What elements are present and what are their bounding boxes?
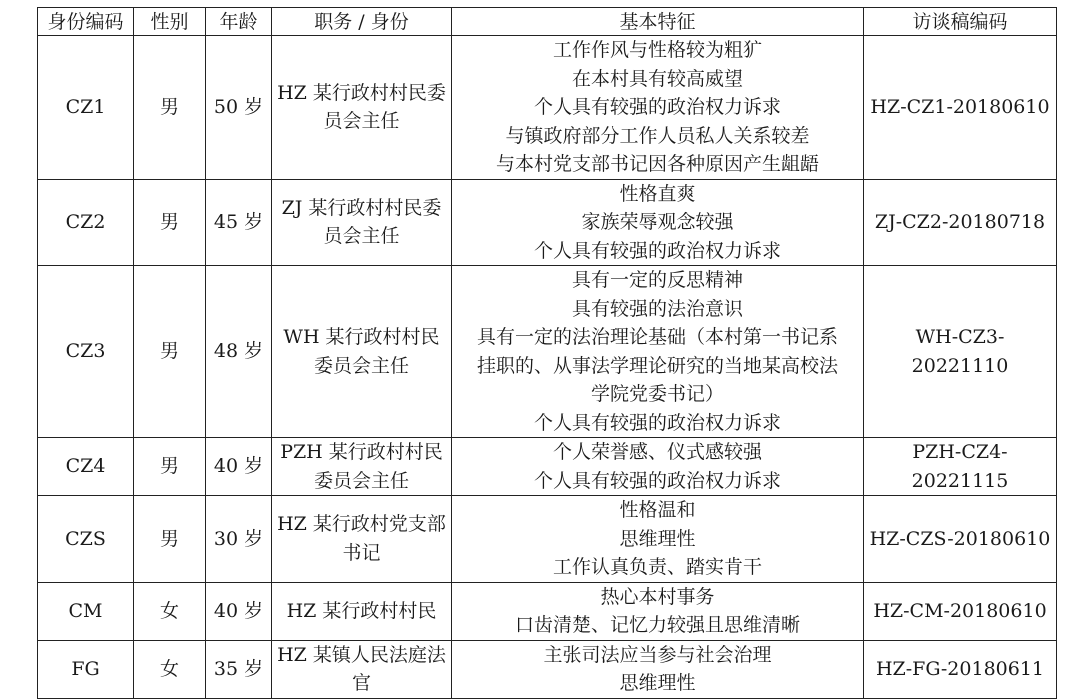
cell-features (452, 36, 864, 180)
cell-id: CZ1 (38, 36, 134, 180)
cell-gender: 男 (134, 266, 206, 438)
table-row (38, 179, 1057, 266)
cell-gender: 男 (134, 438, 206, 496)
feature-line: 学院党委书记） (590, 383, 724, 405)
cell-code: WH-CZ3-20221110 (864, 266, 1057, 438)
feature-line: 具有较强的法治意识 (571, 297, 743, 320)
cell-age: 35 岁 (206, 640, 272, 698)
cell-code: ZJ-CZ2-20180718 (864, 179, 1057, 266)
cell-gender: 女 (134, 640, 206, 698)
feature-line: 个人具有较强的政治权力诉求 (533, 96, 781, 118)
role-line: PZH 某行政村村民 (280, 441, 443, 463)
cell-features (452, 640, 864, 698)
table-body (38, 36, 1057, 699)
feature-line: 个人荣誉感、仪式感较强 (552, 441, 762, 463)
cell-code: PZH-CZ4-20221115 (864, 438, 1057, 496)
header-gender: 性别 (134, 8, 206, 36)
role-line: ZJ 某行政村村民委 (281, 196, 442, 219)
cell-age: 45 岁 (206, 179, 272, 266)
feature-line: 与本村党支部书记因各种原因产生龃龉 (495, 153, 819, 175)
cell-features (452, 179, 864, 266)
cell-age: 40 岁 (206, 582, 272, 640)
cell-id: CZ4 (38, 438, 134, 496)
cell-role (272, 36, 452, 180)
feature-line: 挂职的、从事法学理论研究的当地某高校法 (476, 354, 838, 377)
cell-code: HZ-CZ1-20180610 (864, 36, 1057, 180)
header-age: 年龄 (206, 8, 272, 36)
feature-line: 具有一定的法治理论基础（本村第一书记系 (476, 326, 838, 348)
table-row (38, 496, 1057, 583)
cell-code: HZ-CM-20180610 (864, 582, 1057, 640)
interviewee-table (37, 7, 1057, 699)
role-line: 员会主任 (323, 110, 400, 133)
cell-id: CZ3 (38, 266, 134, 438)
header-code: 访谈稿编码 (864, 8, 1057, 36)
cell-id: FG (38, 640, 134, 698)
cell-role (272, 640, 452, 698)
feature-line: 性格温和 (619, 499, 696, 521)
role-line: 员会主任 (323, 225, 400, 248)
feature-line: 热心本村事务 (600, 585, 715, 608)
feature-line: 工作作风与性格较为粗犷 (552, 39, 762, 61)
cell-age: 48 岁 (206, 266, 272, 438)
feature-line: 个人具有较强的政治权力诉求 (533, 239, 781, 262)
header-features: 基本特征 (452, 8, 864, 36)
feature-line: 个人具有较强的政治权力诉求 (533, 469, 781, 492)
cell-gender: 男 (134, 179, 206, 266)
role-line: 委员会主任 (313, 469, 409, 492)
cell-role (272, 438, 452, 496)
feature-line: 家族荣辱观念较强 (581, 211, 734, 233)
cell-code: HZ-FG-20180611 (864, 640, 1057, 698)
cell-features (452, 582, 864, 640)
role-line: 官 (351, 672, 371, 694)
role-line: HZ 某镇人民法庭法 (277, 643, 446, 666)
cell-age: 40 岁 (206, 438, 272, 496)
role-line: 书记 (342, 541, 381, 564)
cell-features (452, 266, 864, 438)
header-id: 身份编码 (38, 8, 134, 36)
feature-line: 性格直爽 (619, 182, 696, 205)
feature-line: 工作认真负责、踏实肯干 (552, 556, 762, 578)
feature-line: 思维理性 (619, 527, 696, 550)
cell-age: 30 岁 (206, 496, 272, 583)
cell-gender: 男 (134, 36, 206, 180)
table-row (38, 438, 1057, 496)
cell-role (272, 179, 452, 266)
cell-id: CZ2 (38, 179, 134, 266)
role-line: HZ 某行政村党支部 (277, 513, 446, 536)
role-line: HZ 某行政村村民 (286, 599, 437, 622)
cell-gender: 女 (134, 582, 206, 640)
table-header-row (38, 8, 1057, 36)
cell-role (272, 266, 452, 438)
cell-features (452, 496, 864, 583)
table-row (38, 36, 1057, 180)
feature-line: 主张司法应当参与社会治理 (543, 643, 772, 666)
role-line: WH 某行政村村民 (283, 326, 440, 348)
feature-line: 具有一定的反思精神 (571, 269, 743, 291)
cell-code: HZ-CZS-20180610 (864, 496, 1057, 583)
table-row (38, 266, 1057, 438)
table-row (38, 582, 1057, 640)
feature-line: 思维理性 (619, 672, 696, 694)
feature-line: 在本村具有较高威望 (571, 67, 743, 90)
cell-features (452, 438, 864, 496)
header-role: 职务 / 身份 (272, 8, 452, 36)
feature-line: 口齿清楚、记忆力较强且思维清晰 (514, 614, 800, 636)
role-line: HZ 某行政村村民委 (277, 81, 446, 104)
cell-age: 50 岁 (206, 36, 272, 180)
cell-id: CZS (38, 496, 134, 583)
feature-line: 与镇政府部分工作人员私人关系较差 (505, 124, 810, 147)
cell-role (272, 496, 452, 583)
table-row (38, 640, 1057, 698)
cell-id: CM (38, 582, 134, 640)
feature-line: 个人具有较强的政治权力诉求 (533, 411, 781, 434)
cell-gender: 男 (134, 496, 206, 583)
role-line: 委员会主任 (313, 354, 409, 377)
cell-role (272, 582, 452, 640)
